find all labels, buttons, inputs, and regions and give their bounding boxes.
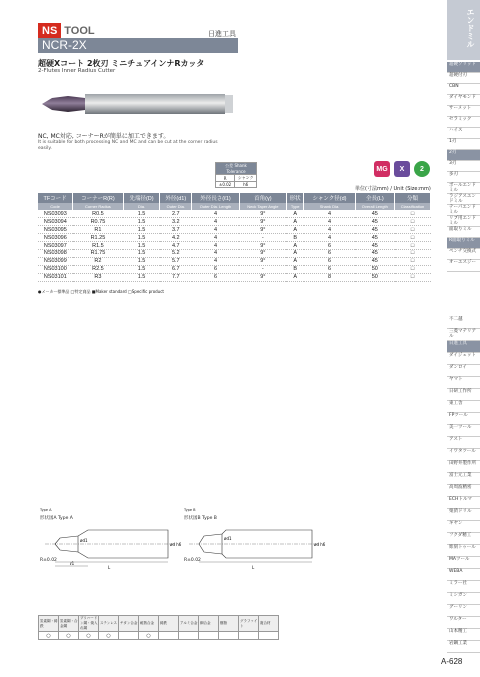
side-index-item[interactable]: リブ用エンドミル — [447, 216, 480, 227]
svg-text:ød h6: ød h6 — [170, 542, 182, 547]
side-index-item[interactable]: ハイス — [447, 128, 480, 139]
table-cell: 2.7 — [160, 210, 192, 218]
material-mark — [259, 632, 279, 640]
svg-text:ød h6: ød h6 — [314, 542, 326, 547]
feature-badges — [374, 161, 430, 177]
table-cell: NS03098 — [38, 249, 73, 257]
table-cell: 1.5 — [123, 265, 160, 273]
drawing-a-title: 形状図A Type A — [40, 516, 73, 521]
side-index-item[interactable]: フクダ精工 — [447, 533, 480, 545]
material-mark: ○ — [99, 632, 119, 640]
side-index-item[interactable]: ワルター — [447, 617, 480, 629]
spec-header-en: Dia. — [123, 203, 160, 210]
table-cell: □ — [395, 242, 431, 250]
table-cell: □ — [395, 265, 431, 273]
table-cell: 45 — [355, 249, 394, 257]
table-cell: 45 — [355, 234, 394, 242]
side-index-item[interactable]: 彫刻トゥール — [447, 545, 480, 557]
table-cell: □ — [395, 273, 431, 281]
table-cell: R1.25 — [73, 234, 124, 242]
material-mark — [179, 632, 199, 640]
material-header: アルミ合金 — [179, 616, 199, 632]
spec-header-en: Neck Taper Angle — [239, 203, 286, 210]
side-index-item[interactable]: ダンロイ — [447, 365, 480, 377]
side-index-item[interactable]: 2刃 — [447, 150, 480, 161]
drawing-a-type-small: Type A — [40, 508, 52, 512]
table-cell: 6 — [192, 265, 240, 273]
table-cell: 1.5 — [123, 234, 160, 242]
table-cell: 4 — [192, 226, 240, 234]
side-index-item[interactable]: 面取りミル — [447, 227, 480, 238]
material-header: 炭素鋼・合金鋼 — [59, 616, 79, 632]
spec-header-en: Type — [286, 203, 304, 210]
mg-badge-icon: MG — [374, 161, 390, 177]
side-index-item[interactable]: 三菱マテリアル — [447, 329, 480, 341]
spec-header-en: Corner Radius — [73, 203, 124, 210]
table-cell: A — [286, 273, 304, 281]
table-cell: 6 — [304, 242, 355, 250]
side-index-item[interactable]: 東工舎 — [447, 401, 480, 413]
side-index-item[interactable]: ダイジェット — [447, 353, 480, 365]
side-index-item[interactable]: 栗済ドリル — [447, 509, 480, 521]
side-index-item[interactable]: オーエスジー — [447, 260, 480, 272]
spec-header-jp: 首角(γ) — [239, 193, 286, 203]
table-cell: R2.5 — [73, 265, 124, 273]
side-index-item[interactable]: ボールエンドミル — [447, 183, 480, 194]
material-header: 鋳鉄 — [159, 616, 179, 632]
side-index-item[interactable]: 多刃 — [447, 172, 480, 183]
unit-note: 単位(寸法mm) / Unit (Size:mm) — [355, 186, 431, 192]
table-cell: 4 — [192, 257, 240, 265]
table-cell: 5.2 — [160, 249, 192, 257]
table-cell: NS03100 — [38, 265, 73, 273]
spec-table — [38, 193, 431, 282]
table-cell: A — [286, 218, 304, 226]
table-cell: 4.7 — [160, 242, 192, 250]
spec-header-en: Classification — [395, 203, 431, 210]
maker-name: 日進工具 — [208, 30, 236, 38]
table-cell: R0.5 — [73, 210, 124, 218]
table-cell: 3.2 — [160, 218, 192, 226]
material-header: 樹脂 — [219, 616, 239, 632]
side-index-item[interactable]: 岩鋼工業 — [447, 641, 480, 653]
side-index-item[interactable]: 1刃 — [447, 139, 480, 150]
table-cell: - — [239, 234, 286, 242]
table-cell: □ — [395, 226, 431, 234]
brand-tool: TOOL — [64, 25, 95, 37]
table-cell: 45 — [355, 242, 394, 250]
material-header: 銅合金 — [199, 616, 219, 632]
drawing-a — [40, 522, 185, 570]
side-index — [447, 0, 480, 677]
table-cell: NS03093 — [38, 210, 73, 218]
table-cell: 9° — [239, 242, 286, 250]
drawing-b — [184, 522, 329, 570]
table-cell: NS03099 — [38, 257, 73, 265]
table-row — [38, 273, 431, 281]
table-cell: 4 — [304, 234, 355, 242]
table-cell: 4 — [304, 218, 355, 226]
table-cell: 4 — [304, 226, 355, 234]
table-cell: □ — [395, 234, 431, 242]
side-index-item[interactable]: 超硬ソリッド — [447, 62, 480, 73]
table-cell: 1.5 — [123, 273, 160, 281]
table-cell: 4 — [192, 234, 240, 242]
drawing-b-title: 形状図B Type B — [184, 516, 217, 521]
side-index-item[interactable]: イワタツール — [447, 449, 480, 461]
table-cell: 4 — [304, 210, 355, 218]
table-cell: NS03101 — [38, 273, 73, 281]
table-cell: □ — [395, 249, 431, 257]
table-cell: NS03096 — [38, 234, 73, 242]
brand-logo — [38, 23, 95, 39]
material-header: 複合材 — [259, 616, 279, 632]
side-index-item[interactable]: サーメット — [447, 106, 480, 117]
side-index-item[interactable]: R面取りミル — [447, 238, 480, 249]
spec-header-jp: 外径(d1) — [160, 193, 192, 203]
material-header: 炭素鋼・鋳鉄 — [39, 616, 59, 632]
svg-text:ℓ1: ℓ1 — [70, 561, 75, 566]
drawing-a-r-label: R±0.02 — [40, 558, 57, 563]
side-index-item[interactable]: ヤマト — [447, 377, 480, 389]
spec-header-en: Overall Length — [355, 203, 394, 210]
table-cell: 4.2 — [160, 234, 192, 242]
table-cell: 50 — [355, 265, 394, 273]
table-cell: NS03095 — [38, 226, 73, 234]
table-cell: 1.5 — [123, 210, 160, 218]
side-index-item[interactable]: 富士元工業 — [447, 473, 480, 485]
spec-header-en: Code — [38, 203, 73, 210]
table-cell: R2 — [73, 257, 124, 265]
x-coat-badge-icon: X — [394, 161, 410, 177]
table-cell: 9° — [239, 226, 286, 234]
table-row — [38, 242, 431, 250]
material-header: ステンレス — [99, 616, 119, 632]
side-index-item[interactable]: MAツール — [447, 557, 480, 569]
table-cell: 45 — [355, 226, 394, 234]
material-header: グラファイト — [239, 616, 259, 632]
svg-text:ød1: ød1 — [224, 536, 232, 541]
spec-header-jp: TFコード — [38, 193, 73, 203]
table-cell: 6 — [304, 265, 355, 273]
table-cell: A — [286, 226, 304, 234]
table-cell: R1 — [73, 226, 124, 234]
legend: ●メーカー標準品 □特定商品 ■Maker standard □Specific product — [38, 289, 164, 294]
svg-text:ød1: ød1 — [80, 538, 88, 543]
table-cell: A — [286, 249, 304, 257]
table-cell: 6 — [304, 249, 355, 257]
material-mark — [199, 632, 219, 640]
side-index-item[interactable]: 日研工作所 — [447, 389, 480, 401]
side-index-item[interactable]: セラミック — [447, 117, 480, 128]
side-index-item[interactable]: WEBA — [447, 569, 480, 581]
table-cell: 9° — [239, 257, 286, 265]
tolerance-table — [215, 162, 257, 188]
tool-photo — [40, 86, 240, 122]
side-index-item[interactable]: アスト — [447, 437, 480, 449]
table-cell: 4 — [192, 249, 240, 257]
spec-header-jp: 全長(L) — [355, 193, 394, 203]
table-row — [38, 257, 431, 265]
table-cell: 45 — [355, 218, 394, 226]
description-jp: NC, MC対応, コーナーRが簡単に加工できます。 — [38, 133, 170, 140]
table-cell: 1.5 — [123, 218, 160, 226]
table-cell: 1.5 — [123, 226, 160, 234]
table-cell: 4 — [192, 242, 240, 250]
table-cell: R3 — [73, 273, 124, 281]
table-cell: 1.5 — [123, 257, 160, 265]
spec-header-en: Outer Dia. Length — [192, 203, 240, 210]
material-header: プリハードン鋼・焼入れ鋼 — [80, 616, 98, 630]
side-index-item[interactable]: ギヤン — [447, 521, 480, 533]
spec-header-en: Outer Dia. — [160, 203, 192, 210]
side-index-item[interactable]: 山本精工 — [447, 629, 480, 641]
side-index-item[interactable]: ペンチ交換式 — [447, 249, 480, 260]
product-name-en: 2-Flutes Inner Radius Cutter — [38, 68, 116, 74]
table-cell: 6 — [192, 273, 240, 281]
svg-text:L: L — [252, 565, 255, 570]
side-index-item[interactable]: ラジアスエンドミル — [447, 194, 480, 205]
table-cell: 7.7 — [160, 273, 192, 281]
tolerance-col1: R — [216, 175, 235, 182]
table-cell: 3.7 — [160, 226, 192, 234]
table-cell: 4 — [192, 218, 240, 226]
table-cell: 45 — [355, 210, 394, 218]
table-cell: - — [239, 265, 286, 273]
spec-header-jp: コーナーR(R) — [73, 193, 124, 203]
side-index-item[interactable]: ミシガン — [447, 593, 480, 605]
material-mark: ○ — [79, 632, 99, 640]
table-cell: 4 — [192, 210, 240, 218]
table-cell: 5.7 — [160, 257, 192, 265]
material-matrix — [38, 615, 279, 640]
tolerance-val1: ±0.02 — [216, 182, 235, 188]
material-mark — [119, 632, 139, 640]
product-name-jp: 超硬Xコート 2枚刃 ミニチュアインナRカッタ — [38, 59, 205, 68]
table-cell: NS03094 — [38, 218, 73, 226]
table-cell: A — [286, 210, 304, 218]
table-cell: □ — [395, 257, 431, 265]
table-cell: R1.75 — [73, 249, 124, 257]
spec-header-jp: 先端径(D) — [123, 193, 160, 203]
tolerance-val2: h6 — [235, 182, 257, 188]
side-index-item[interactable]: 美一ツール — [447, 425, 480, 437]
material-mark — [239, 632, 259, 640]
side-index-item[interactable]: CBN — [447, 84, 480, 95]
table-row — [38, 234, 431, 242]
table-cell: □ — [395, 218, 431, 226]
table-cell: 9° — [239, 210, 286, 218]
table-cell: 1.5 — [123, 242, 160, 250]
material-mark — [219, 632, 239, 640]
side-index-head: エンドミル — [447, 0, 480, 60]
table-cell: 1.5 — [123, 249, 160, 257]
drawing-b-r-label: R±0.02 — [184, 558, 201, 563]
material-mark: ○ — [59, 632, 79, 640]
table-cell: 8 — [304, 273, 355, 281]
table-cell: 9° — [239, 218, 286, 226]
material-mark — [159, 632, 179, 640]
page-title: NCR-2X — [38, 38, 238, 53]
tolerance-title: 公差 Shank Tolerance — [216, 163, 257, 175]
table-row — [38, 249, 431, 257]
table-cell: A — [286, 242, 304, 250]
description-en: It is suitable for both processing NC and MC and can be cut at the corner radius easily. — [38, 140, 218, 151]
tolerance-col2: シャンク — [235, 175, 257, 182]
table-row — [38, 226, 431, 234]
table-cell: 6 — [304, 257, 355, 265]
side-index-item[interactable]: 3刃 — [447, 161, 480, 172]
table-cell: B — [286, 265, 304, 273]
brand-ns: NS — [38, 23, 61, 39]
side-index-item[interactable]: 日進工具 — [447, 341, 480, 353]
side-index-item[interactable]: ダイヤモンド — [447, 95, 480, 106]
side-index-item[interactable]: FPツール — [447, 413, 480, 425]
side-index-item[interactable]: グーリン — [447, 605, 480, 617]
table-cell: 9° — [239, 249, 286, 257]
spec-header-jp: 外径長さ(ℓ1) — [192, 193, 240, 203]
table-cell: A — [286, 257, 304, 265]
table-cell: R1.5 — [73, 242, 124, 250]
side-index-item[interactable]: テーパエンドミル — [447, 205, 480, 216]
table-cell: 50 — [355, 273, 394, 281]
side-index-item[interactable]: ミラー社 — [447, 581, 480, 593]
page-number: A-628 — [441, 657, 463, 666]
svg-text:L: L — [108, 565, 111, 570]
table-cell: 6.7 — [160, 265, 192, 273]
spec-header-jp: 形状 — [286, 193, 304, 203]
side-index-item[interactable]: 高周波精密 — [447, 485, 480, 497]
spec-header-jp: 分類 — [395, 193, 431, 203]
spec-header-jp: シャンク径(d) — [304, 193, 355, 203]
two-flute-badge-icon: 2 — [414, 161, 430, 177]
table-cell: 9° — [239, 273, 286, 281]
drawing-b-type-small: Type B — [184, 508, 196, 512]
material-mark: ○ — [39, 632, 59, 640]
material-header: チタン合金 — [119, 616, 139, 632]
table-cell: 45 — [355, 257, 394, 265]
table-cell: B — [286, 234, 304, 242]
side-index-item[interactable]: 田野井製作所 — [447, 461, 480, 473]
table-row — [38, 265, 431, 273]
side-index-item[interactable]: 超硬付刃 — [447, 73, 480, 84]
table-row — [38, 218, 431, 226]
side-index-item[interactable]: 不二越 — [447, 317, 480, 329]
table-cell: NS03097 — [38, 242, 73, 250]
side-index-item[interactable]: ECHトルマ — [447, 497, 480, 509]
table-cell: R0.75 — [73, 218, 124, 226]
table-cell: □ — [395, 210, 431, 218]
spec-header-en: Shank Dia. — [304, 203, 355, 210]
material-header: 耐熱合金 — [139, 616, 159, 632]
table-row — [38, 210, 431, 218]
material-mark: ○ — [139, 632, 159, 640]
